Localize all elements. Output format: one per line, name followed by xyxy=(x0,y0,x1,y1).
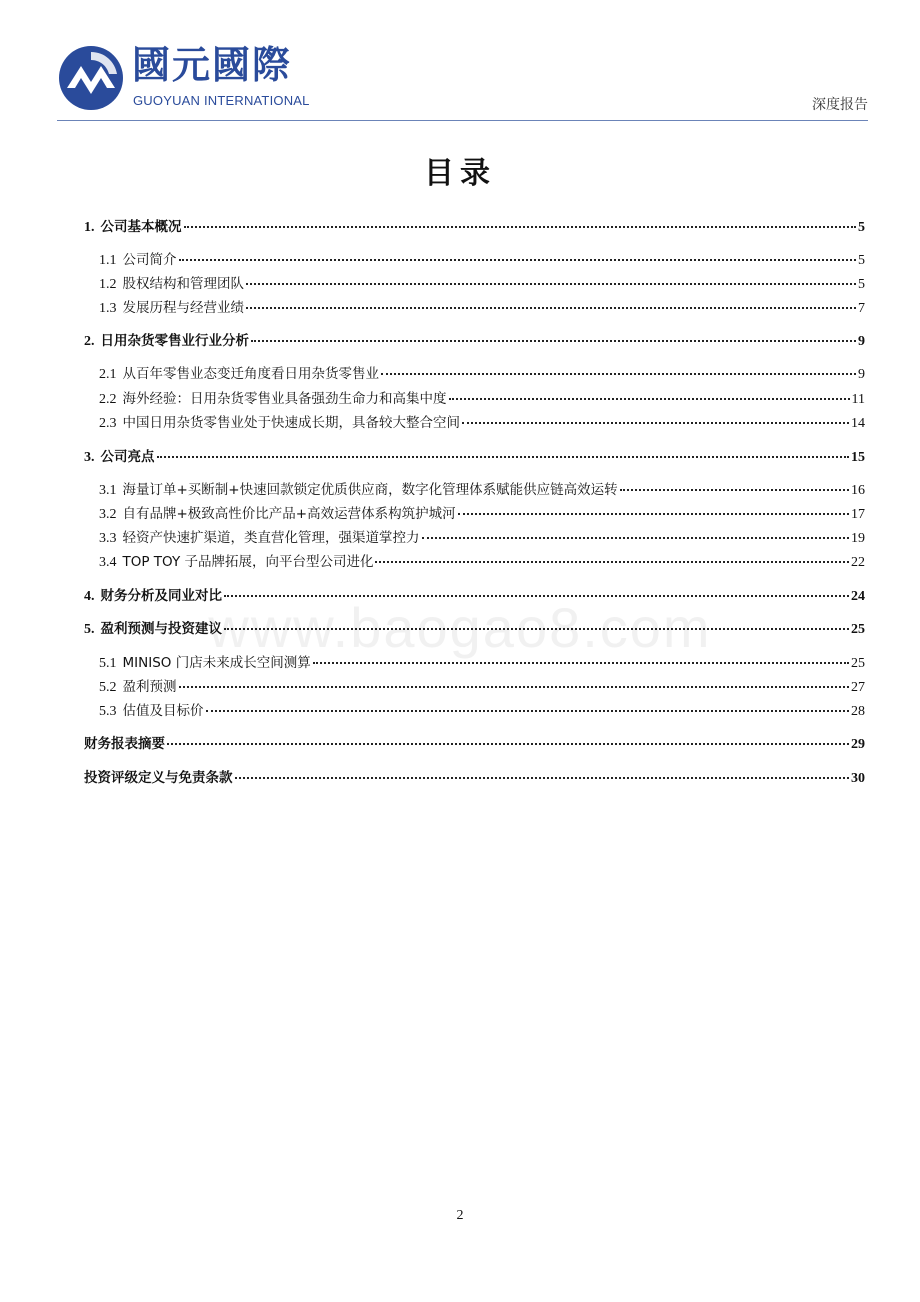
toc-entry[interactable] xyxy=(84,767,865,790)
toc-entry-label: 日用杂货零售业行业分析 xyxy=(100,333,249,349)
toc-entry-page: 29 xyxy=(851,737,865,752)
toc-dot-leader xyxy=(458,501,849,515)
toc-entry-label: 自有品牌+极致高性价比产品+高效运营体系构筑护城河 xyxy=(122,506,456,522)
toc-dot-leader xyxy=(246,295,856,309)
toc-entry-page: 16 xyxy=(851,483,865,498)
report-type-label: 深度报告 xyxy=(812,97,868,113)
toc-entry[interactable] xyxy=(84,330,865,353)
toc-entry-number: 1.3 xyxy=(99,301,117,316)
toc-entry[interactable] xyxy=(99,551,865,574)
toc-entry[interactable] xyxy=(99,479,865,502)
toc-dot-leader xyxy=(251,328,856,342)
toc-dot-leader xyxy=(620,477,849,491)
toc-entry-number: 4. xyxy=(84,589,95,604)
toc-entry-label: 海量订单+买断制+快速回款锁定优质供应商，数字化管理体系赋能供应链高效运转 xyxy=(122,482,618,498)
toc-dot-leader xyxy=(224,616,849,630)
toc-entry[interactable] xyxy=(84,446,865,469)
toc-entry-number: 3.2 xyxy=(99,507,117,522)
page-title: 目录 xyxy=(424,156,496,191)
brand-name-cn: 國元國際 xyxy=(132,43,293,87)
toc-entry-number: 5.3 xyxy=(99,704,117,719)
toc-entry-page: 25 xyxy=(851,656,865,671)
toc-entry[interactable] xyxy=(99,412,865,435)
toc-dot-leader xyxy=(449,386,850,400)
toc-entry-label: 公司基本概况 xyxy=(100,219,182,235)
toc-entry-label: 盈利预测 xyxy=(122,679,177,695)
toc-entry-page: 5 xyxy=(858,220,865,235)
toc-entry[interactable] xyxy=(99,676,865,699)
toc-entry-number: 3.4 xyxy=(99,555,117,570)
toc-entry-page: 14 xyxy=(851,416,865,431)
toc-entry-label: 海外经验：日用杂货零售业具备强劲生命力和高集中度 xyxy=(122,391,447,407)
toc-dot-leader xyxy=(313,650,849,664)
toc-entry-number: 2.1 xyxy=(99,367,117,382)
toc-entry-page: 5 xyxy=(858,253,865,268)
toc-dot-leader xyxy=(246,271,856,285)
toc-entry-number: 2. xyxy=(84,334,95,349)
toc-entry-label: 中国日用杂货零售业处于快速成长期，具备较大整合空间 xyxy=(122,415,460,431)
toc-entry[interactable] xyxy=(84,585,865,608)
toc-entry-number: 3. xyxy=(84,450,95,465)
toc-entry[interactable] xyxy=(84,618,865,641)
toc-entry-page: 15 xyxy=(851,450,865,465)
toc-entry-number: 3.3 xyxy=(99,531,117,546)
toc-entry[interactable] xyxy=(99,700,865,723)
toc-entry[interactable] xyxy=(84,216,865,239)
toc-entry-page: 22 xyxy=(851,555,865,570)
toc-dot-leader xyxy=(235,765,850,779)
toc-entry-page: 24 xyxy=(851,589,865,604)
toc-entry-number: 5.2 xyxy=(99,680,117,695)
page-number: 2 xyxy=(456,1208,464,1223)
toc-dot-leader xyxy=(167,731,849,745)
toc-entry-label: 从百年零售业态变迁角度看日用杂货零售业 xyxy=(122,366,379,382)
toc-entry-label: 财务分析及同业对比 xyxy=(100,588,222,604)
brand-name-en: GUOYUAN INTERNATIONAL xyxy=(133,93,310,108)
toc-entry-label: 轻资产快速扩渠道，类直营化管理，强渠道掌控力 xyxy=(122,530,420,546)
toc-entry[interactable] xyxy=(99,297,865,320)
toc-dot-leader xyxy=(381,361,856,375)
toc-entry-label: TOP TOY 子品牌拓展，向平台型公司进化 xyxy=(122,554,374,570)
toc-entry-page: 9 xyxy=(858,334,865,349)
toc-dot-leader xyxy=(157,444,850,458)
toc-entry-page: 7 xyxy=(858,301,865,316)
toc-dot-leader xyxy=(206,698,850,712)
toc-entry-number: 1.2 xyxy=(99,277,117,292)
toc-entry-label: 财务报表摘要 xyxy=(84,736,165,752)
toc-entry[interactable] xyxy=(99,249,865,272)
toc-entry-page: 11 xyxy=(851,392,865,407)
toc-entry-number: 1.1 xyxy=(99,253,117,268)
toc-dot-leader xyxy=(184,214,857,228)
toc-entry[interactable] xyxy=(84,733,865,756)
toc-entry-page: 9 xyxy=(858,367,865,382)
toc-entry-label: 公司简介 xyxy=(122,252,177,268)
toc-entry-label: 发展历程与经营业绩 xyxy=(122,300,244,316)
toc-entry-label: 公司亮点 xyxy=(100,449,155,465)
watermark: www.baogao8.com xyxy=(208,596,712,659)
page-header xyxy=(0,0,920,125)
guoyuan-logo-icon xyxy=(57,44,125,112)
toc-entry-page: 28 xyxy=(851,704,865,719)
toc-entry-number: 2.2 xyxy=(99,392,117,407)
toc-dot-leader xyxy=(179,674,850,688)
toc-entry-number: 5.1 xyxy=(99,656,117,671)
toc-entry-page: 27 xyxy=(851,680,865,695)
toc-entry-number: 2.3 xyxy=(99,416,117,431)
toc-entry-label: 盈利预测与投资建议 xyxy=(100,621,222,637)
toc-entry[interactable] xyxy=(99,273,865,296)
toc-entry[interactable] xyxy=(99,388,865,411)
toc-entry-label: 估值及目标价 xyxy=(122,703,204,719)
toc-dot-leader xyxy=(179,247,857,261)
toc-dot-leader xyxy=(375,549,849,563)
toc-entry[interactable] xyxy=(99,652,865,675)
toc-dot-leader xyxy=(462,410,849,424)
toc-entry-number: 1. xyxy=(84,220,95,235)
toc-entry-label: 投资评级定义与免责条款 xyxy=(84,770,233,786)
toc-entry-number: 5. xyxy=(84,622,95,637)
toc-entry-number: 3.1 xyxy=(99,483,117,498)
toc-entry-page: 19 xyxy=(851,531,865,546)
toc-entry-page: 5 xyxy=(858,277,865,292)
toc-entry[interactable] xyxy=(99,527,865,550)
toc-dot-leader xyxy=(422,525,850,539)
toc-entry[interactable] xyxy=(99,503,865,526)
toc-entry-page: 25 xyxy=(851,622,865,637)
toc-entry-page: 30 xyxy=(851,771,865,786)
toc-entry-page: 17 xyxy=(851,507,865,522)
toc-entry[interactable] xyxy=(99,363,865,386)
header-divider xyxy=(57,120,868,121)
toc-dot-leader xyxy=(224,583,849,597)
toc-entry-label: MINISO 门店未来成长空间测算 xyxy=(122,655,311,671)
toc-entry-label: 股权结构和管理团队 xyxy=(122,276,244,292)
